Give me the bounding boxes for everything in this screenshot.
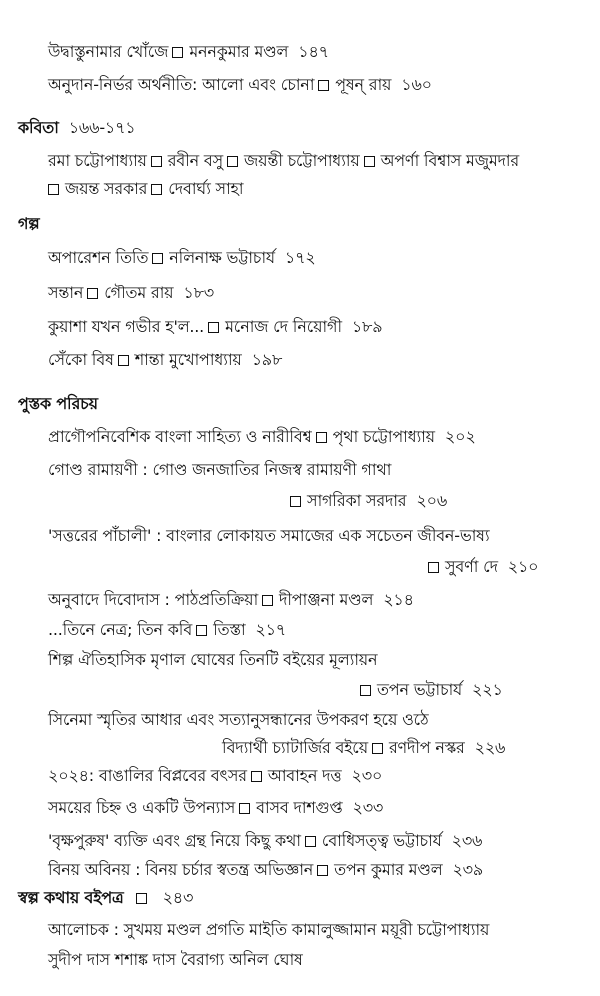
separator-box bbox=[136, 893, 147, 904]
entry-author: সুবর্ণা দে bbox=[445, 557, 498, 576]
entry-author-line bbox=[360, 680, 503, 700]
poet-name: জয়ন্তী চট্টোপাধ্যায় bbox=[243, 151, 360, 170]
entry-title: সন্তান bbox=[48, 283, 84, 302]
separator-box bbox=[118, 355, 129, 366]
section-heading-pustok bbox=[18, 394, 98, 414]
entry-page: ১৯৮ bbox=[251, 350, 283, 369]
section-heading-swalpo bbox=[18, 888, 193, 908]
poet-name: দেবার্ঘ্য সাহা bbox=[168, 179, 244, 198]
separator-box bbox=[208, 322, 219, 333]
entry-page: ২২১ bbox=[472, 680, 503, 699]
section-heading-golpo bbox=[18, 214, 40, 234]
toc-entry bbox=[48, 248, 316, 268]
entry-title: ২০২৪: বাঙালির বিপ্লবের বৎসর bbox=[48, 766, 247, 785]
entry-page: ২২৬ bbox=[474, 738, 506, 757]
toc-entry bbox=[48, 42, 329, 62]
toc-entry bbox=[48, 798, 383, 818]
entry-title: অপারেশন তিতি bbox=[48, 248, 149, 267]
separator-box bbox=[48, 184, 59, 195]
section-heading-kobita bbox=[18, 118, 135, 138]
entry-title: 'বৃক্ষপুরুষ' ব্যক্তি এবং গ্রন্থ নিয়ে কিছু কথা bbox=[48, 831, 301, 850]
entry-title-cont: বিদ্যার্থী চ্যাটার্জির বইয়ে bbox=[222, 738, 368, 757]
critics-line: আলোচক : সুখময় মণ্ডল প্রগতি মাইতি কামালুজ্জামান ময়ূরী চট্টোপাধ্যায় bbox=[48, 920, 490, 939]
entry-author: মনোজ দে নিয়োগী bbox=[225, 317, 342, 336]
entry-author: বাসব দাশগুপ্ত bbox=[256, 798, 343, 817]
entry-title: সেঁকো বিষ bbox=[48, 350, 114, 369]
separator-box bbox=[305, 836, 316, 847]
entry-author: রণদীপ নস্কর bbox=[388, 738, 465, 757]
section-title: স্বল্প কথায় বইপত্র bbox=[18, 888, 124, 907]
entry-author: দীপাঞ্জনা মণ্ডল bbox=[279, 590, 374, 609]
toc-entry bbox=[48, 317, 382, 337]
entry-title: বিনয় অবিনয় : বিনয় চর্চার স্বতন্ত্র অভিজ্ঞান bbox=[48, 860, 314, 879]
entry-page: ১৮৩ bbox=[183, 283, 214, 302]
toc-entry bbox=[48, 590, 414, 610]
section-title: পুস্তক পরিচয় bbox=[18, 394, 98, 413]
entry-page: ২৩০ bbox=[351, 766, 383, 785]
separator-box bbox=[372, 743, 383, 754]
entry-title: গোণ্ড রামায়ণী : গোণ্ড জনজাতির নিজস্ব রামায়ণী গাথা bbox=[48, 460, 392, 479]
entry-title: অনুবাদে দিবোদাস : পাঠপ্রতিক্রিয়া bbox=[48, 590, 259, 609]
entry-author: বোধিসত্ত্ব ভট্টাচার্য bbox=[321, 831, 442, 850]
entry-author-line bbox=[428, 557, 538, 577]
toc-entry bbox=[48, 350, 282, 370]
entry-page: ২১৭ bbox=[255, 620, 287, 639]
separator-box bbox=[87, 288, 98, 299]
separator-box bbox=[364, 156, 375, 167]
entry-page: ১৮৯ bbox=[351, 317, 383, 336]
section-page-range: ১৬৬-১৭১ bbox=[68, 118, 136, 137]
entry-author: গৌতম রায় bbox=[104, 283, 174, 302]
entry-author: শান্তা মুখোপাধ্যায় bbox=[134, 350, 242, 369]
toc-entry bbox=[48, 75, 432, 95]
toc-entry bbox=[48, 860, 483, 880]
poet-name: অপর্ণা বিশ্বাস মজুমদার bbox=[380, 151, 519, 170]
toc-entry bbox=[48, 766, 382, 786]
entry-author: পৃথা চট্টোপাধ্যায় bbox=[332, 427, 435, 446]
separator-box bbox=[151, 156, 162, 167]
entry-author: সাগরিকা সরদার bbox=[307, 491, 407, 510]
separator-box bbox=[172, 47, 183, 58]
section-title: গল্প bbox=[18, 214, 40, 233]
section-page: ২৪৩ bbox=[162, 888, 194, 907]
separator-box bbox=[152, 253, 163, 264]
separator-box bbox=[239, 803, 250, 814]
poet-name: জয়ন্ত সরকার bbox=[65, 179, 148, 198]
entry-title: 'সত্তরের পাঁচালী' : বাংলার লোকায়ত সমাজের এক সচেতন জীবন-ভাষ্য bbox=[48, 526, 490, 545]
entry-author: তপন ভট্টাচার্য bbox=[377, 680, 463, 699]
toc-entry bbox=[48, 283, 214, 303]
entry-page: ২১০ bbox=[507, 557, 539, 576]
entry-author: তপন কুমার মণ্ডল bbox=[334, 860, 443, 879]
entry-title: কুয়াশা যখন গভীর হ'ল... bbox=[48, 317, 205, 336]
entry-page: ২০৬ bbox=[416, 491, 448, 510]
poet-name: রবীন বসু bbox=[167, 151, 223, 170]
separator-box bbox=[290, 496, 301, 507]
entry-author: তিস্তা bbox=[213, 620, 246, 639]
separator-box bbox=[227, 156, 238, 167]
entry-author: নলিনাক্ষ ভট্টাচার্য bbox=[169, 248, 275, 267]
entry-author: আবাহন দত্ত bbox=[267, 766, 342, 785]
entry-author: পূষন্ রায় bbox=[335, 75, 392, 94]
entry-title: শিল্প ঐতিহাসিক মৃণাল ঘোষের তিনটি বইয়ের মূল্যায়ন bbox=[48, 650, 378, 669]
entry-page: ২৩৩ bbox=[352, 798, 384, 817]
separator-box bbox=[316, 432, 327, 443]
entry-title: অনুদান-নির্ভর অর্থনীতি: আলো এবং চোনা bbox=[48, 75, 315, 94]
poets-line bbox=[48, 151, 519, 171]
entry-page: ১৭২ bbox=[284, 248, 316, 267]
separator-box bbox=[317, 865, 328, 876]
poets-line bbox=[48, 179, 243, 199]
entry-title: প্রাগৌপনিবেশিক বাংলা সাহিত্য ও নারীবিশ্ব bbox=[48, 427, 312, 446]
entry-title: সিনেমা স্মৃতির আধার এবং সত্যানুসন্ধানের উপকরণ হয়ে ওঠে bbox=[48, 710, 429, 729]
section-title: কবিতা bbox=[18, 118, 59, 137]
separator-box bbox=[428, 562, 439, 573]
entry-page: ২১৪ bbox=[383, 590, 414, 609]
entry-author: মননকুমার মণ্ডল bbox=[189, 42, 289, 61]
entry-page: ১৬০ bbox=[401, 75, 432, 94]
separator-box bbox=[251, 771, 262, 782]
entry-page: ২৩৬ bbox=[451, 831, 483, 850]
entry-page: ২০২ bbox=[444, 427, 476, 446]
entry-author-line bbox=[222, 738, 505, 758]
entry-title: ...তিনে নেত্র; তিন কবি bbox=[48, 620, 193, 639]
separator-box bbox=[360, 685, 371, 696]
entry-title: উদ্বাস্তুনামার খোঁজে bbox=[48, 42, 169, 61]
entry-page: ২৩৯ bbox=[452, 860, 484, 879]
poet-name: রমা চট্টোপাধ্যায় bbox=[48, 151, 147, 170]
toc-entry bbox=[48, 427, 476, 447]
entry-author-line bbox=[290, 491, 447, 511]
separator-box bbox=[151, 184, 162, 195]
separator-box bbox=[318, 80, 329, 91]
entry-title: সময়ের চিহ্ন ও একটি উপন্যাস bbox=[48, 798, 236, 817]
toc-entry bbox=[48, 831, 482, 851]
toc-entry bbox=[48, 620, 286, 640]
entry-page: ১৪৭ bbox=[298, 42, 329, 61]
separator-box bbox=[262, 595, 273, 606]
critics-line: সুদীপ দাস শশাঙ্ক দাস বৈরাগ্য অনিল ঘোষ bbox=[48, 950, 303, 969]
separator-box bbox=[196, 625, 207, 636]
